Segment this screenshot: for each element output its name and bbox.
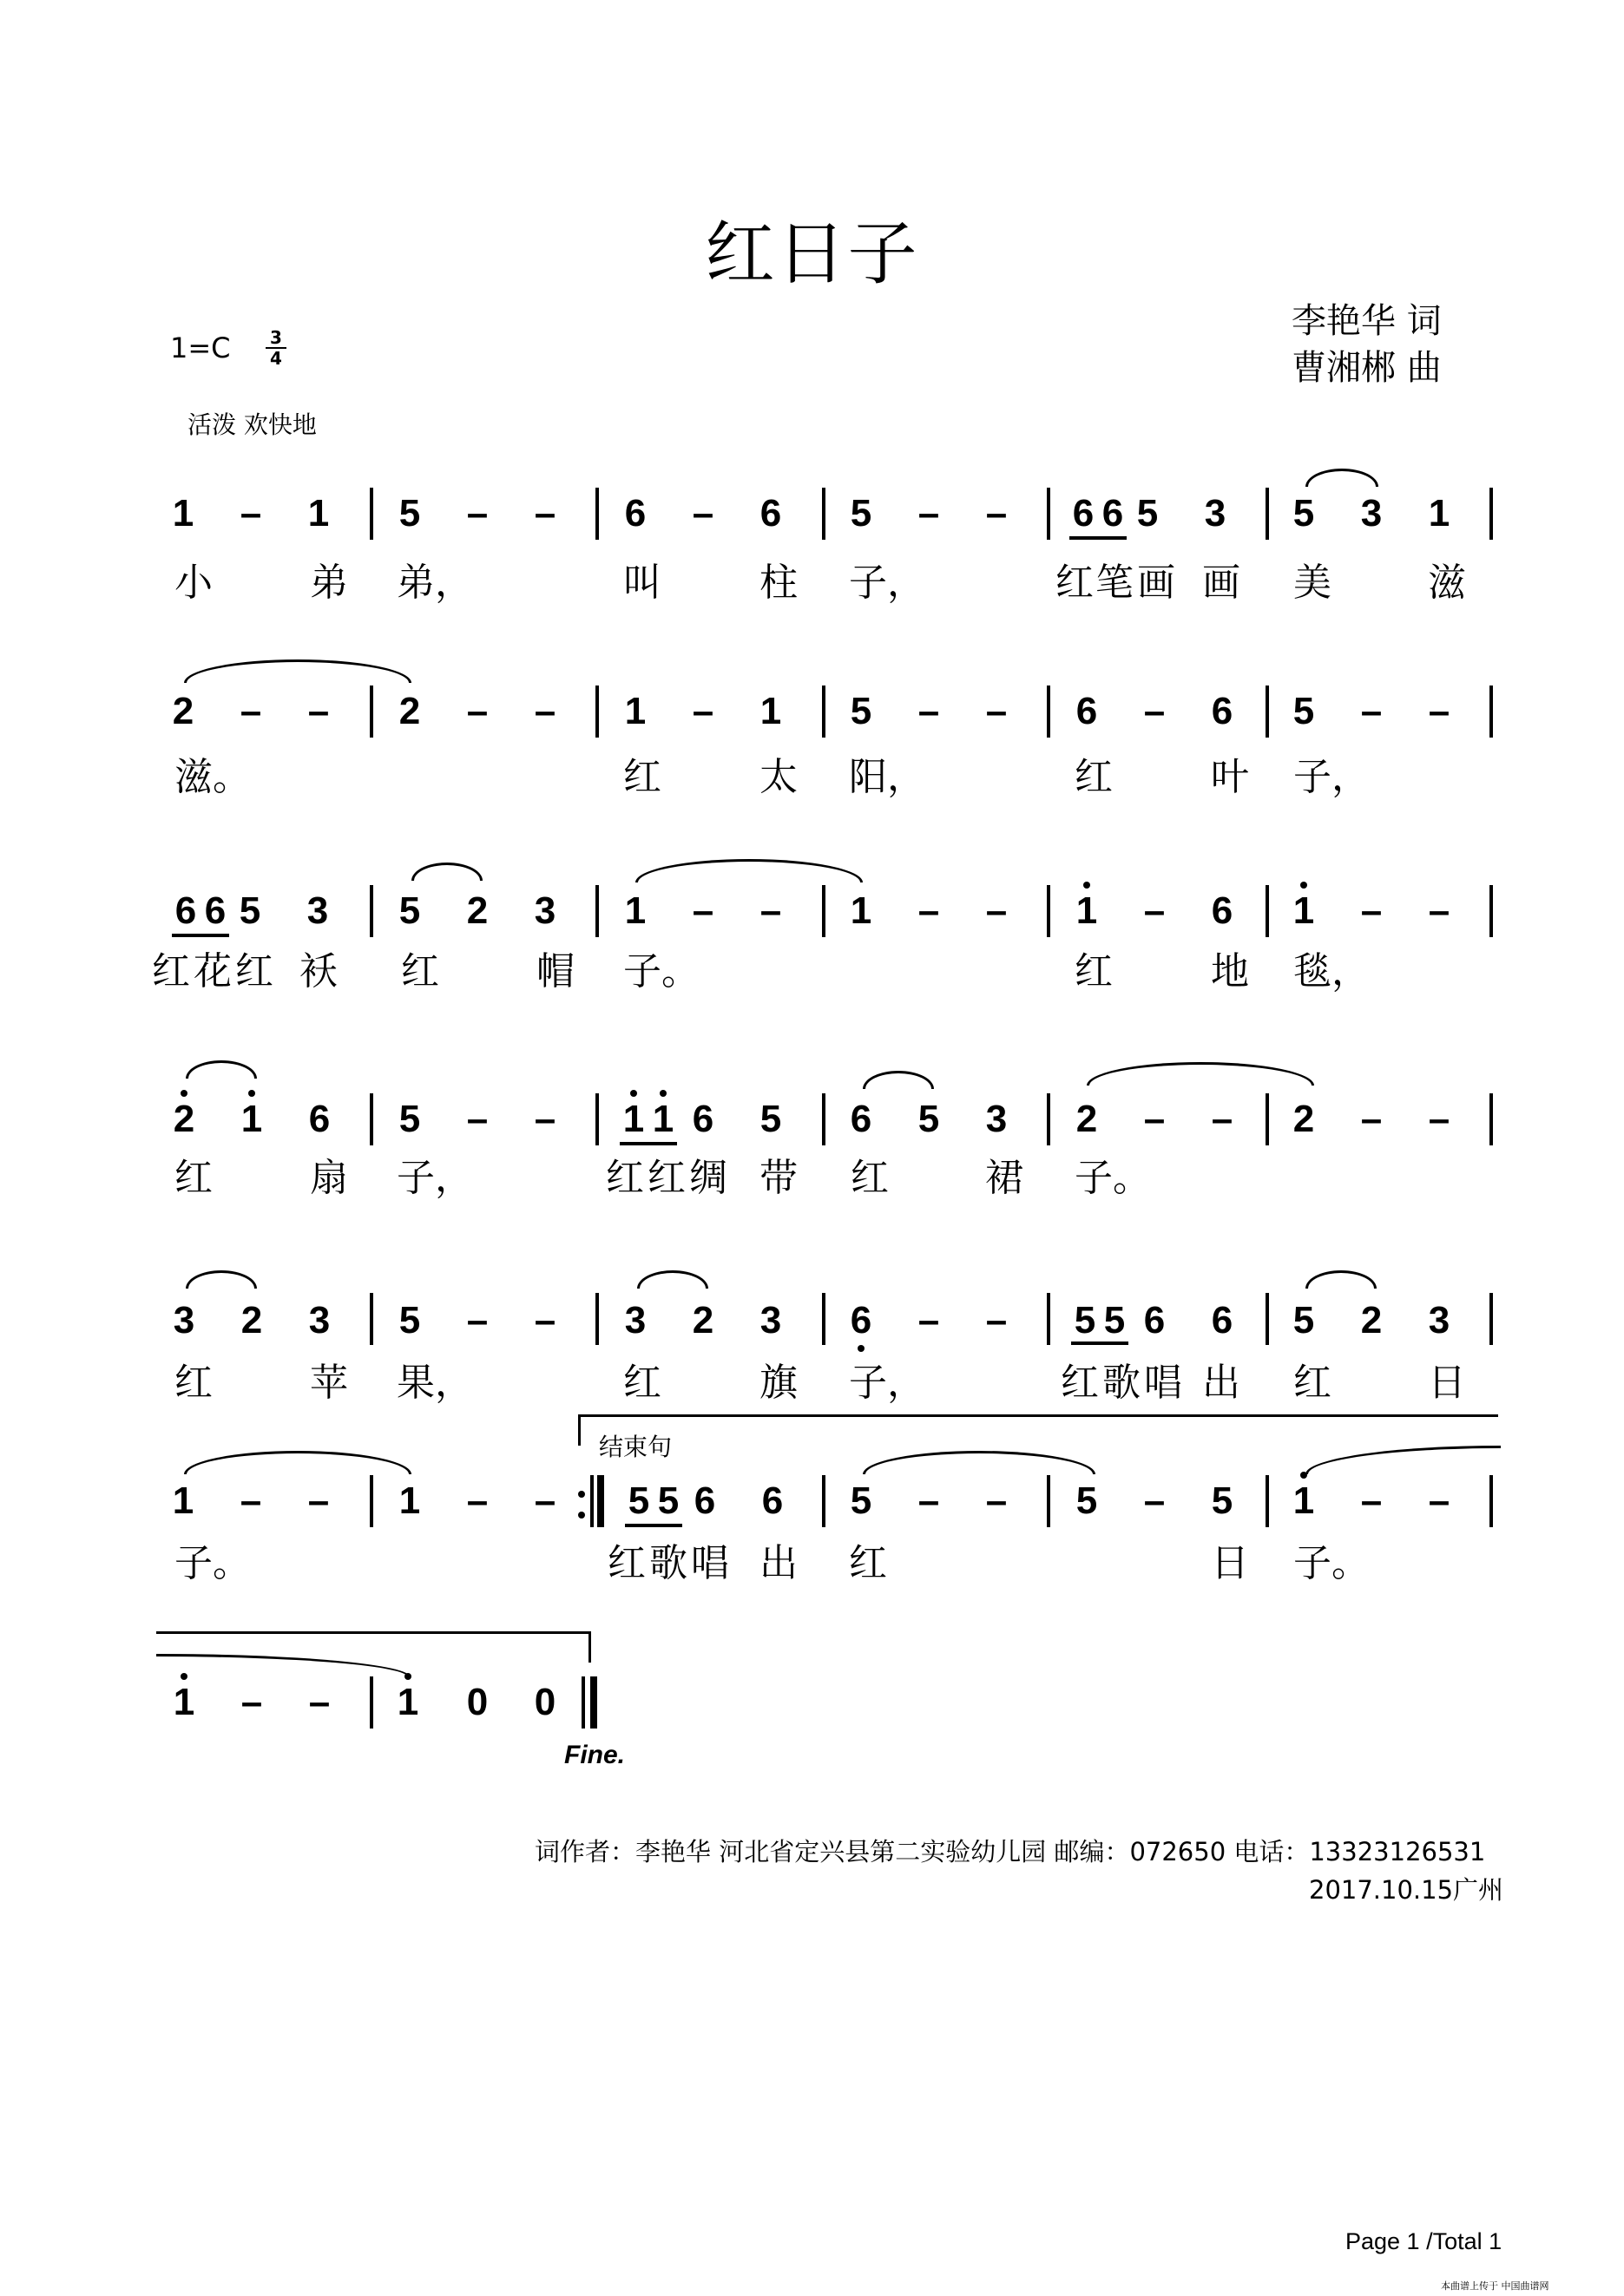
note: 1 [1428, 492, 1450, 535]
note: 1 [240, 1098, 263, 1140]
barline [1489, 1293, 1493, 1345]
lyric: 袄 [299, 949, 338, 994]
barline [822, 885, 825, 937]
final-barline-thin [582, 1676, 585, 1729]
note: – [240, 1479, 262, 1522]
note: 1 [1075, 889, 1098, 932]
note: 6 [694, 1479, 716, 1522]
note: 5 [657, 1479, 680, 1522]
barline [1266, 1475, 1269, 1527]
score-row-1 [0, 469, 1624, 668]
lyric: 红 [1075, 755, 1113, 799]
eighth-underline [620, 1142, 677, 1145]
lyric: 子， [849, 1361, 925, 1405]
lyric: 红 [608, 1541, 646, 1585]
slur [863, 1451, 1095, 1474]
note: 5 [628, 1479, 650, 1522]
song-title: 红日子 [705, 213, 919, 294]
note: 1 [759, 690, 782, 732]
note: – [1143, 690, 1166, 732]
barline [370, 885, 373, 937]
lyric: 扇 [310, 1156, 348, 1200]
repeat-dot [578, 1491, 585, 1498]
barline [595, 686, 599, 738]
ending-bracket [578, 1414, 1498, 1417]
note: – [1360, 1098, 1383, 1140]
note: 1 [172, 492, 194, 535]
barline [1047, 1093, 1050, 1145]
barline [1047, 1475, 1050, 1527]
lyric: 唱 [1144, 1361, 1182, 1405]
note: 6 [308, 1098, 331, 1140]
note: 5 [1292, 492, 1315, 535]
lyric: 弟， [397, 561, 473, 605]
lyric: 子。 [174, 1541, 251, 1585]
score-row-4 [0, 1059, 1624, 1258]
score-row-6 [0, 1440, 1624, 1640]
note: 5 [398, 1299, 421, 1342]
note: 6 [204, 889, 227, 932]
note: – [307, 690, 330, 732]
note: 2 [172, 690, 194, 732]
barline [822, 1093, 825, 1145]
note: 2 [173, 1098, 195, 1140]
barline [370, 1676, 373, 1729]
time-signature [266, 328, 286, 368]
note: 2 [466, 889, 489, 932]
barline [822, 1475, 825, 1527]
repeat-barline [590, 1475, 594, 1527]
barline [822, 488, 825, 540]
lyric: 画 [1137, 561, 1175, 605]
lyric: 红 [606, 1156, 644, 1200]
footer-contact: 词作者：李艳华 河北省定兴县第二实验幼儿园 邮编：072650 电话：13323126531 [535, 1837, 1486, 1866]
slur [1305, 1270, 1377, 1289]
lyric: 子。 [1075, 1156, 1151, 1200]
note: 5 [759, 1098, 782, 1140]
lyric: 唱 [691, 1541, 729, 1585]
note: 6 [1211, 690, 1233, 732]
lyric: 日 [1428, 1361, 1466, 1405]
lyric: 阳， [849, 755, 925, 799]
lyric: 美 [1293, 561, 1331, 605]
tie [635, 859, 863, 882]
note: 5 [1292, 690, 1315, 732]
note: – [917, 889, 940, 932]
barline [1489, 885, 1493, 937]
lyric: 红 [235, 949, 273, 994]
tempo-mark: 活泼 欢快地 [187, 410, 317, 439]
note: 2 [240, 1299, 263, 1342]
time-signature-bottom: 4 [270, 348, 282, 369]
note: 3 [306, 889, 329, 932]
barline [822, 686, 825, 738]
note: – [534, 1299, 556, 1342]
watermark: 本曲谱上传于 中国曲谱网 [1441, 2280, 1549, 2292]
barline [595, 1093, 599, 1145]
note: 3 [1204, 492, 1226, 535]
note: – [1360, 889, 1383, 932]
octave-high-dot [1300, 1472, 1307, 1479]
lyric: 红 [851, 1156, 889, 1200]
note: – [1360, 1479, 1383, 1522]
slur [411, 863, 483, 881]
note: – [985, 690, 1008, 732]
note: 1 [850, 889, 872, 932]
note: – [534, 690, 556, 732]
barline [1266, 1293, 1269, 1345]
slur [186, 1060, 257, 1079]
lyric: 苹 [310, 1361, 348, 1405]
note: 5 [1136, 492, 1159, 535]
note: 1 [1292, 889, 1315, 932]
lyric: 太 [759, 755, 798, 799]
barline [1047, 686, 1050, 738]
lyric: 花 [194, 949, 232, 994]
note: 3 [1428, 1299, 1450, 1342]
lyric: 出 [1202, 1361, 1240, 1405]
barline [1047, 488, 1050, 540]
note: – [759, 889, 782, 932]
barline [1047, 885, 1050, 937]
lyricist-credit: 李艳华 词 [1292, 301, 1442, 341]
note: 5 [398, 492, 421, 535]
slur [637, 1270, 708, 1289]
note: 6 [692, 1098, 714, 1140]
lyric: 红 [648, 1156, 686, 1200]
note: 2 [692, 1299, 714, 1342]
note: 6 [759, 492, 782, 535]
note: – [1428, 889, 1450, 932]
tie-open [1305, 1446, 1501, 1474]
time-signature-top: 3 [270, 327, 282, 348]
note: 0 [534, 1681, 556, 1723]
note: 3 [624, 1299, 647, 1342]
note: – [240, 690, 262, 732]
note: – [240, 492, 262, 535]
note: – [692, 690, 714, 732]
slur [186, 1270, 257, 1289]
note: – [466, 690, 489, 732]
page-number: Page 1 /Total 1 [1345, 2228, 1502, 2254]
note: 5 [850, 690, 872, 732]
note: – [466, 492, 489, 535]
note: – [692, 889, 714, 932]
lyric: 红 [1293, 1361, 1331, 1405]
tie-close [156, 1654, 411, 1677]
barline [595, 1293, 599, 1345]
note: 5 [1292, 1299, 1315, 1342]
barline [370, 1293, 373, 1345]
note: 5 [850, 492, 872, 535]
note: 2 [398, 690, 421, 732]
note: 6 [850, 1299, 872, 1342]
note: 6 [1211, 889, 1233, 932]
lyric: 毯， [1293, 949, 1370, 994]
note: 6 [1211, 1299, 1233, 1342]
lyric: 地 [1211, 949, 1249, 994]
barline [370, 1093, 373, 1145]
note: – [307, 1479, 330, 1522]
note: 6 [1101, 492, 1124, 535]
note: – [917, 492, 940, 535]
lyric: 红 [623, 755, 661, 799]
note: 5 [1074, 1299, 1096, 1342]
note: – [1428, 690, 1450, 732]
note: – [308, 1681, 331, 1723]
lyric: 子。 [1293, 1541, 1370, 1585]
note: – [534, 1479, 556, 1522]
lyric: 滋 [1428, 561, 1466, 605]
note: 6 [761, 1479, 784, 1522]
note: 1 [398, 1479, 421, 1522]
note: 2 [1360, 1299, 1383, 1342]
octave-high-dot [181, 1673, 187, 1680]
lyric: 滋。 [174, 755, 251, 799]
note: 3 [759, 1299, 782, 1342]
lyric: 红 [623, 1361, 661, 1405]
note: – [1360, 690, 1383, 732]
score-row-7 [0, 1640, 1624, 1840]
note: 1 [652, 1098, 674, 1140]
footer-date-place: 2017.10.15广州 [1309, 1875, 1504, 1905]
note: – [985, 1479, 1008, 1522]
score-row-5 [0, 1267, 1624, 1466]
lyric: 日 [1211, 1541, 1249, 1585]
lyric: 出 [759, 1541, 798, 1585]
note: 3 [534, 889, 556, 932]
note: 5 [239, 889, 261, 932]
lyric: 红 [174, 1361, 213, 1405]
key-signature: 1=C [170, 331, 231, 364]
note: 6 [850, 1098, 872, 1140]
eighth-underline [172, 934, 229, 937]
note: – [466, 1299, 489, 1342]
lyric: 旗 [759, 1361, 798, 1405]
eighth-underline [1071, 1342, 1128, 1345]
note: 5 [850, 1479, 872, 1522]
note: 1 [307, 492, 330, 535]
note: 1 [397, 1681, 419, 1723]
repeat-dot [578, 1512, 585, 1519]
octave-high-dot [660, 1090, 667, 1097]
barline [1489, 488, 1493, 540]
note: – [1143, 1098, 1166, 1140]
barline [595, 488, 599, 540]
note: – [534, 492, 556, 535]
note: 3 [308, 1299, 331, 1342]
lyric: 子， [397, 1156, 473, 1200]
octave-low-dot [858, 1345, 865, 1352]
eighth-underline [1069, 536, 1127, 540]
score-row-3 [0, 859, 1624, 1059]
barline [1266, 885, 1269, 937]
composer-credit: 曹湘郴 曲 [1292, 348, 1442, 388]
lyric: 子， [849, 561, 925, 605]
note: 1 [624, 889, 647, 932]
slur [863, 1071, 934, 1089]
lyric: 红 [1055, 561, 1094, 605]
lyric: 小 [174, 561, 213, 605]
note: 6 [1072, 492, 1095, 535]
lyric: 叫 [623, 561, 661, 605]
note: – [240, 1681, 263, 1723]
note: – [692, 492, 714, 535]
lyric: 红 [152, 949, 190, 994]
eighth-underline [625, 1524, 682, 1527]
note: 2 [1292, 1098, 1315, 1140]
note: – [466, 1479, 489, 1522]
lyric: 歌 [1102, 1361, 1141, 1405]
lyric: 红 [1075, 949, 1113, 994]
note: – [917, 690, 940, 732]
note: 5 [917, 1098, 940, 1140]
note: 3 [173, 1299, 195, 1342]
note: 1 [173, 1681, 195, 1723]
barline [370, 1475, 373, 1527]
note: 1 [172, 1479, 194, 1522]
lyric: 画 [1202, 561, 1240, 605]
note: – [534, 1098, 556, 1140]
note: 1 [1292, 1479, 1315, 1522]
note: 5 [398, 1098, 421, 1140]
note: – [1428, 1479, 1450, 1522]
octave-high-dot [1300, 882, 1307, 889]
octave-high-dot [1083, 882, 1090, 889]
note: 6 [1143, 1299, 1166, 1342]
slur [1305, 469, 1378, 487]
note: – [985, 492, 1008, 535]
note: – [1143, 889, 1166, 932]
tie [184, 659, 411, 683]
note: 6 [1075, 690, 1098, 732]
score-row-2 [0, 659, 1624, 859]
lyric: 弟 [310, 561, 348, 605]
lyric: 红 [849, 1541, 887, 1585]
note: 5 [1075, 1479, 1098, 1522]
barline [1047, 1293, 1050, 1345]
tie [1087, 1062, 1314, 1086]
note: 1 [624, 690, 647, 732]
note: 5 [1211, 1479, 1233, 1522]
fine-mark: Fine. [564, 1741, 626, 1769]
note: 2 [1075, 1098, 1098, 1140]
octave-high-dot [404, 1673, 411, 1680]
barline [1489, 686, 1493, 738]
note: – [917, 1479, 940, 1522]
note: 1 [622, 1098, 645, 1140]
lyric: 绸 [689, 1156, 727, 1200]
note: – [1143, 1479, 1166, 1522]
note: – [466, 1098, 489, 1140]
note: 3 [985, 1098, 1008, 1140]
barline [1489, 1093, 1493, 1145]
ending-bracket-continued [156, 1631, 590, 1634]
lyric: 果， [397, 1361, 473, 1405]
lyric: 叶 [1211, 755, 1249, 799]
lyric: 子。 [623, 949, 700, 994]
barline [595, 885, 599, 937]
lyric: 裙 [985, 1156, 1023, 1200]
octave-high-dot [630, 1090, 637, 1097]
barline [370, 488, 373, 540]
lyric: 红 [174, 1156, 213, 1200]
note: – [917, 1299, 940, 1342]
note: – [985, 889, 1008, 932]
note: – [985, 1299, 1008, 1342]
tie [184, 1451, 411, 1474]
lyric: 带 [759, 1156, 798, 1200]
note: – [1428, 1098, 1450, 1140]
barline [370, 686, 373, 738]
lyric: 红 [401, 949, 439, 994]
barline [1489, 1475, 1493, 1527]
lyric: 笔 [1095, 561, 1134, 605]
note: 0 [466, 1681, 489, 1723]
note: 5 [398, 889, 421, 932]
barline [1266, 1093, 1269, 1145]
octave-high-dot [248, 1090, 255, 1097]
lyric: 柱 [759, 561, 798, 605]
note: 6 [174, 889, 197, 932]
note: – [1211, 1098, 1233, 1140]
barline [1266, 686, 1269, 738]
lyric: 帽 [536, 949, 575, 994]
lyric: 歌 [649, 1541, 687, 1585]
note: 5 [1103, 1299, 1126, 1342]
octave-high-dot [181, 1090, 187, 1097]
ending-label: 结束句 [599, 1433, 673, 1461]
barline [1266, 488, 1269, 540]
note: 3 [1360, 492, 1383, 535]
lyric: 红 [1061, 1361, 1099, 1405]
repeat-barline-thick [597, 1475, 604, 1527]
note: 6 [624, 492, 647, 535]
lyric: 子， [1293, 755, 1370, 799]
barline [822, 1293, 825, 1345]
final-barline-thick [590, 1676, 597, 1729]
